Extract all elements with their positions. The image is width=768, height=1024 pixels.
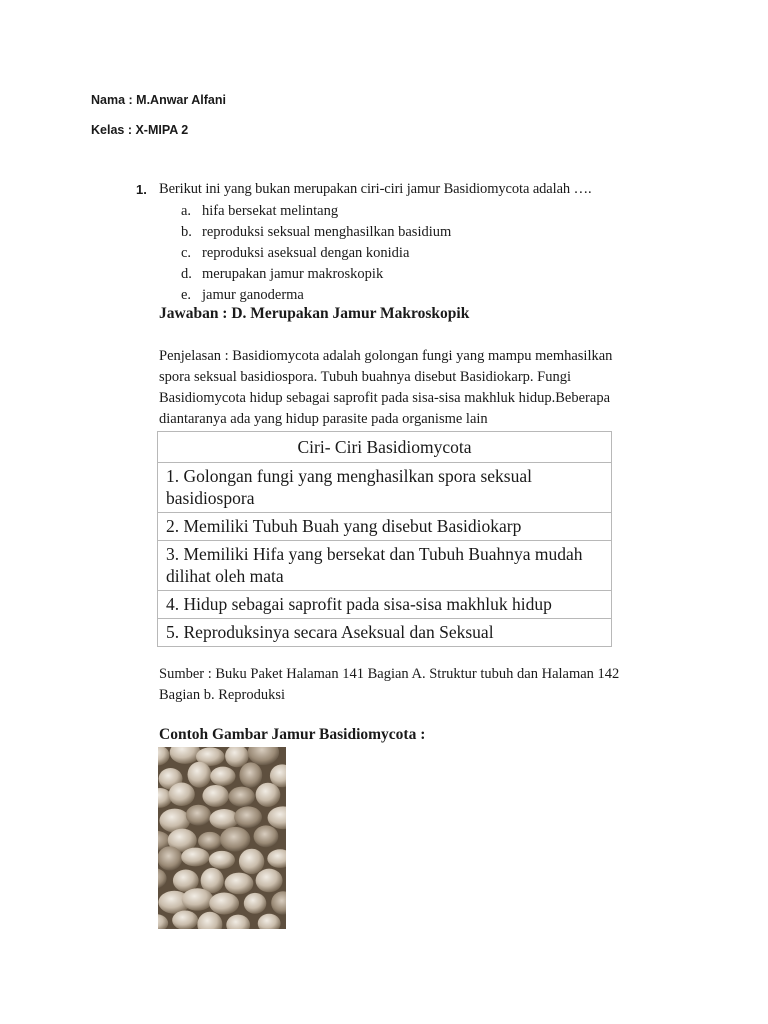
source-line: Sumber : Buku Paket Halaman 141 Bagian A. Struktur tubuh dan Halaman 142 (159, 666, 620, 682)
answer-options (181, 201, 451, 306)
option-text: reproduksi seksual menghasilkan basidium (202, 224, 452, 240)
explanation-paragraph (159, 346, 679, 430)
option-d (181, 264, 451, 285)
source-line: Bagian b. Reproduksi (159, 687, 286, 703)
option-a (181, 201, 451, 222)
table-header: Ciri- Ciri Basidiomycota (158, 432, 612, 463)
mushroom-cap (169, 783, 195, 806)
answer-heading: Jawaban : D. Merupakan Jamur Makroskopik (159, 305, 470, 322)
mushroom-cap (225, 873, 254, 895)
table-cell: 5. Reproduksinya secara Aseksual dan Seksual (158, 619, 612, 647)
table-cell: 4. Hidup sebagai saprofit pada sisa-sisa makhluk hidup (158, 591, 612, 619)
characteristics-table (157, 431, 612, 647)
mushroom-cap (229, 787, 255, 807)
student-class: Kelas : X-MIPA 2 (91, 123, 189, 137)
table-row (158, 463, 612, 513)
mushroom-cap (210, 767, 235, 786)
table-row (158, 513, 612, 541)
mushroom-cap (239, 849, 264, 874)
option-letter: c. (181, 245, 192, 261)
mushroom-photo (158, 747, 286, 929)
explanation-line: spora seksual basidiospora. Tubuh buahnya disebut Basidiokarp. Fungi (159, 369, 572, 385)
mushroom-cap (220, 827, 250, 852)
table-row (158, 541, 612, 591)
mushroom-cap (182, 888, 214, 910)
mushroom-cap (234, 806, 262, 828)
mushroom-cap (254, 825, 279, 847)
option-text: reproduksi aseksual dengan konidia (202, 245, 410, 261)
table-row (158, 619, 612, 647)
example-image-title: Contoh Gambar Jamur Basidiomycota : (159, 726, 426, 743)
explanation-line: Basidiomycota hidup sebagai saprofit pada sisa-sisa makhluk hidup.Beberapa (159, 390, 611, 406)
question-number: 1. (136, 182, 147, 197)
option-letter: a. (181, 203, 192, 219)
table-header-row (158, 432, 612, 463)
mushroom-cap (209, 892, 239, 914)
mushroom-cap (209, 851, 235, 869)
mushroom-cap (244, 893, 267, 914)
option-text: merupakan jamur makroskopik (202, 266, 384, 282)
mushroom-cap (188, 762, 212, 788)
table-cell: 2. Memiliki Tubuh Buah yang disebut Basidiokarp (158, 513, 612, 541)
mushroom-cap (186, 805, 211, 826)
option-text: jamur ganoderma (202, 287, 304, 303)
explanation-line: Penjelasan : Basidiomycota adalah golongan fungi yang mampu memhasilkan (159, 348, 613, 364)
mushroom-photo-illustration (158, 747, 286, 929)
mushroom-cap (198, 832, 222, 850)
option-text: hifa bersekat melintang (202, 203, 339, 219)
mushroom-cap (202, 785, 228, 807)
mushroom-cap (158, 846, 182, 870)
mushroom-cap (256, 783, 281, 807)
option-letter: b. (181, 224, 192, 240)
question-text: Berikut ini yang bukan merupakan ciri-ciri jamur Basidiomycota adalah …. (159, 181, 592, 197)
option-letter: d. (181, 266, 192, 282)
explanation-line: diantaranya ada yang hidup parasite pada organisme lain (159, 411, 488, 427)
option-letter: e. (181, 287, 192, 303)
mushroom-cap (239, 762, 262, 787)
source-citation (159, 664, 699, 706)
table-cell: 1. Golongan fungi yang menghasilkan spora seksual basidiospora (158, 463, 612, 513)
table-row (158, 591, 612, 619)
table-cell: 3. Memiliki Hifa yang bersekat dan Tubuh Buahnya mudah dilihat oleh mata (158, 541, 612, 591)
option-b (181, 222, 451, 243)
student-name: Nama : M.Anwar Alfani (91, 93, 226, 107)
option-e (181, 285, 451, 306)
mushroom-cap (181, 848, 209, 867)
mushroom-cap (256, 869, 283, 893)
option-c (181, 243, 451, 264)
